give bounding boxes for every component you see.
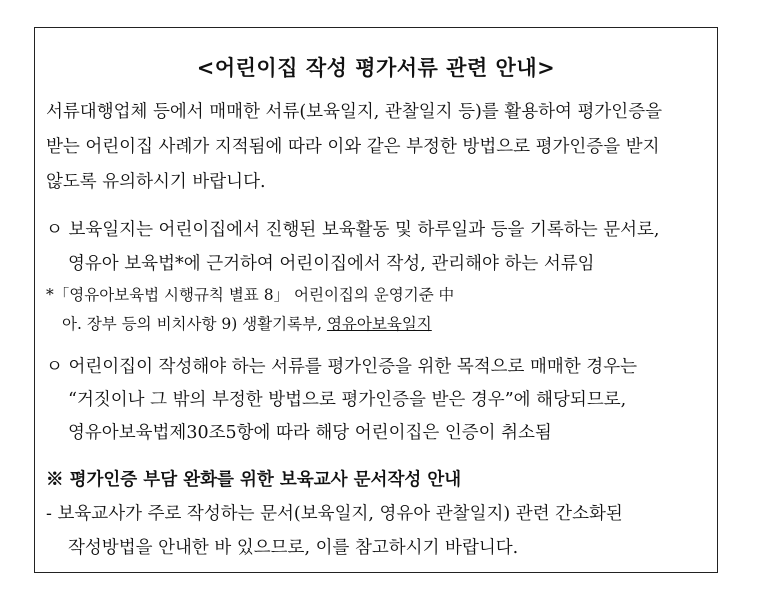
notice-title: <어린이집 작성 평가서류 관련 안내> xyxy=(196,55,556,80)
section-body-line-1: - 보육교사가 주로 작성하는 문서(보육일지, 영유아 관찰일지) 관련 간소화된 xyxy=(46,504,623,524)
section-heading: ※ 평가인증 부담 완화를 위한 보육교사 문서작성 안내 xyxy=(46,470,462,490)
intro-line-2: 받는 어린이집 사례가 지적됨에 따라 이와 같은 부정한 방법으로 평가인증을 받지 xyxy=(46,137,660,157)
bullet-1-line-1: ㅇ 보육일지는 어린이집에서 진행된 보육활동 및 하루일과 등을 기록하는 문서로, xyxy=(46,220,660,240)
bullet-2-line-3: 영유아보육법제30조5항에 따라 해당 어린이집은 인증이 취소됨 xyxy=(68,423,552,443)
footnote-line-2 xyxy=(62,312,432,334)
bullet-2-line-1: ㅇ 어린이집이 작성해야 하는 서류를 평가인증을 위한 목적으로 매매한 경우는 xyxy=(46,357,638,377)
section-body-line-2: 작성방법을 안내한 바 있으므로, 이를 참고하시기 바랍니다. xyxy=(68,538,519,558)
footnote-text: 아. 장부 등의 비치사항 9) 생활기록부, xyxy=(62,315,327,333)
bullet-2-line-2: “거짓이나 그 밖의 부정한 방법으로 평가인증을 받은 경우”에 해당되므로, xyxy=(68,390,627,410)
footnote-underlined-term: 영유아보육일지 xyxy=(326,315,432,333)
intro-line-1: 서류대행업체 등에서 매매한 서류(보육일지, 관찰일지 등)를 활용하여 평가인증을 xyxy=(46,102,663,122)
bullet-1-line-2: 영유아 보육법*에 근거하여 어린이집에서 작성, 관리해야 하는 서류임 xyxy=(68,254,595,274)
intro-line-3: 않도록 유의하시기 바랍니다. xyxy=(46,172,266,192)
notice-box xyxy=(34,27,718,573)
footnote-line-1: *「영유아보육법 시행규칙 별표 8」 어린이집의 운영기준 中 xyxy=(46,286,455,304)
